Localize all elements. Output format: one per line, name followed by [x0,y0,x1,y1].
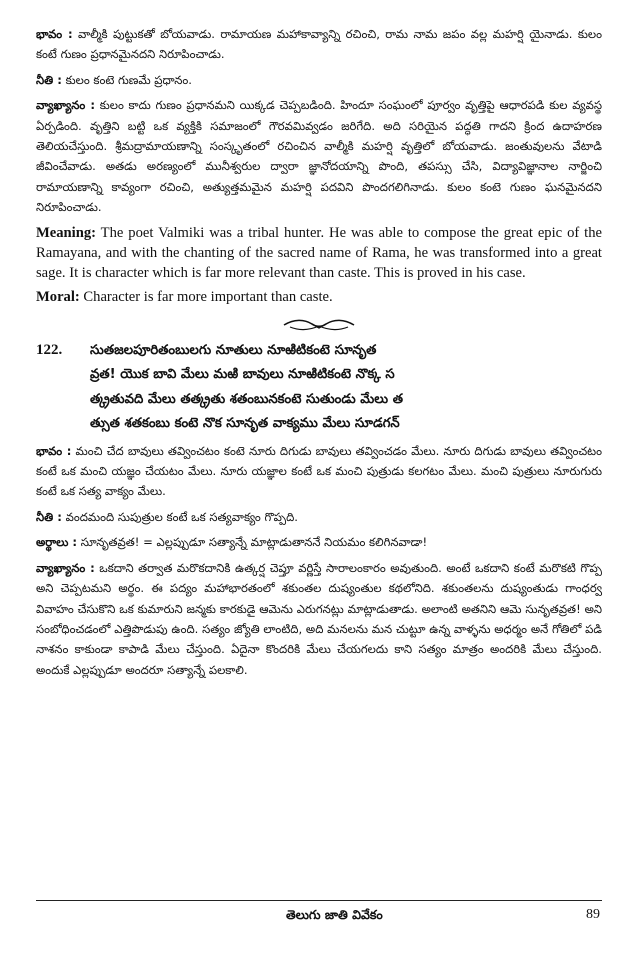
bhavam-text: వాల్మీకి పుట్టుకతో బోయవాడు. రామాయణ మహాకావ్యాన్ని రచించి, రామ నామ జపం వల్ల మహర్షి యైనాడు. కులం కంటే గుణం ప్రధానమైనదని నిరూపించాడు. [36,27,602,62]
neeti-label-2: నీతి : [36,509,62,524]
vyakhyanam-text-2: ఒకదాని తర్వాత మరొకదానికి ఉత్కర్ష చెప్తూ వర్ణిస్తే సారాలంకారం అవుతుంది. అంటే ఒకదాని కంటే మరొకటి గొప్ప అని చెప్పటమని అర్థం. ఈ పద్యం మహాభారతంలో శకుంతల దుష్యంతుల కథలోనిది. శకుంతలను దుష్యంతుడు గాంధర్వ వివాహం చేసుకొని ఒక కుమారుని జన్మకు కారకుడై ఆమెను ఎరుగనట్లు మాట్లాడుతాడు. అలాంటి అతనిని ఆమె సునృతవ్రత! అని సంబోధించడంలో ఎత్తిపొడుపు ఉంది. సత్యం జ్యోతి లాంటిది, అది మనలను మన చుట్టూ ఉన్న వాళ్ళను అధర్మం అనే గోతిలో పడి నాశనం కాకుండా కాపాడి మేలు చేస్తుంది. ఏదైనా కొందరికి మేలు చేయగలదు కాని సత్యం మాత్రం అందరికి మేలు చేస్తుంది. అందుకే ఎల్లప్పుడూ అందరూ సత్యాన్నే పలకాలి. [36,560,602,677]
book-title: తెలుగు జాతి వివేకం [286,907,383,922]
meaning-text: The poet Valmiki was a tribal hunter. He was able to compose the great epic of the Ramayana, and with the chanting of the sacred name of Rama, he was transformed into a great sage. It is character which is far more relevant than caste. This is proved in his case. [36,224,602,281]
verse-lines [90,339,602,437]
scroll-ornament-icon [282,318,356,332]
bhavam-label-2: భావం : [36,443,72,458]
verse-line: సుతజలపూరితంబులగు నూతులు నూఱిటికంటె సూనృత [90,342,377,358]
bhavam-text-2: మంచి చేద బావులు తవ్వించటం కంటె నూరు దిగుడు బావులు తవ్వించడం మేలు. నూరు దిగుడు బావులు తవ్వించటం కంటే ఒక మంచి యజ్ఞం చేయటం మేలు. నూరు యజ్ఞాల కంటే ఒక మంచి పుత్రుడు కలగటం మేలు. మంచి పుత్రులు నూరుగురు కంటే ఒక సత్య వాక్యం మేలు. [36,443,602,499]
bhavam-label: భావం : [36,27,73,41]
bhavam-paragraph [36,24,602,65]
moral-paragraph [36,287,602,307]
ornament-divider [36,317,602,333]
moral-text: Character is far more important than caste. [83,288,333,305]
bhavam-paragraph-2 [36,441,602,502]
page-footer [36,900,602,922]
verse-line: త్సుత శతకంబు కంటె నొక సూనృత వాక్యము మేలు సూడగన్ [90,416,400,432]
vyakhyanam-text: కులం కాదు గుణం ప్రధానమని యిక్కడ చెప్పబడింది. హిందూ సంఘంలో పూర్వం వృత్తిపై ఆధారపడి కుల వ్యవస్థ ఏర్పడింది. వృత్తిని బట్టి ఒక వ్యక్తికి సమాజంలో గౌరవమివ్వడం జరిగేది. అది సరియైన పద్ధతి గాదని క్రింద ఉదాహరణ తెలియచేస్తుంది. శ్రీమద్రామాయణాన్ని సంస్కృతంలో రచించిన వాల్మీకి మహర్షి వృత్తిలో బోయవాడు. జంతువులను వేటాడి జీవించేవాడు. అతడు అరణ్యంలో మునీశ్వరుల ద్వారా జ్ఞానోదయాన్ని పొంది, తపస్సు చేసి, విద్యావిజ్ఞానాల నార్జించి రామాయణాన్ని కావ్యంగా రచించి, అత్యుత్తమమైన మహర్షి పదవిని పొందగలిగినాడు. కులం కంటె గుణం ఘనమైనదని నిరూపించాడు. [36,98,602,215]
meaning-label: Meaning: [36,224,96,241]
vyakhyanam-label: వ్యాఖ్యానం : [36,98,95,113]
verse-block [36,339,602,437]
arthalu-text: సూనృతవ్రత! = ఎల్లప్పుడూ సత్యాన్నే మాట్లాడుతాననే నియమం కలిగినవాడా! [80,535,428,550]
meaning-paragraph [36,223,602,283]
vyakhyanam-label-2: వ్యాఖ్యానం : [36,560,95,575]
verse-line: త్క్రతువది మేలు తత్క్రతు శతంబునకంటె సుతుండు మేలు త [90,391,403,407]
moral-label: Moral: [36,288,80,305]
arthalu-paragraph [36,532,602,552]
verse-number: 122. [36,341,63,358]
vyakhyanam-paragraph [36,95,602,217]
neeti-text: కులం కంటె గుణమే ప్రధానం. [65,72,192,87]
verse-line: వ్రత! యొక బావి మేలు మఱి బావులు నూఱిటికంటె నొక్క స [90,367,395,383]
neeti-paragraph [36,70,602,90]
neeti-label: నీతి : [36,72,62,87]
neeti-text-2: వందమంది సుపుత్రుల కంటే ఒక సత్యవాక్యం గొప్పది. [65,509,298,524]
page-number: 89 [586,907,600,922]
vyakhyanam-paragraph-2 [36,558,602,680]
neeti-paragraph-2 [36,507,602,527]
page-body [36,24,602,685]
arthalu-label: అర్థాలు : [36,535,78,550]
